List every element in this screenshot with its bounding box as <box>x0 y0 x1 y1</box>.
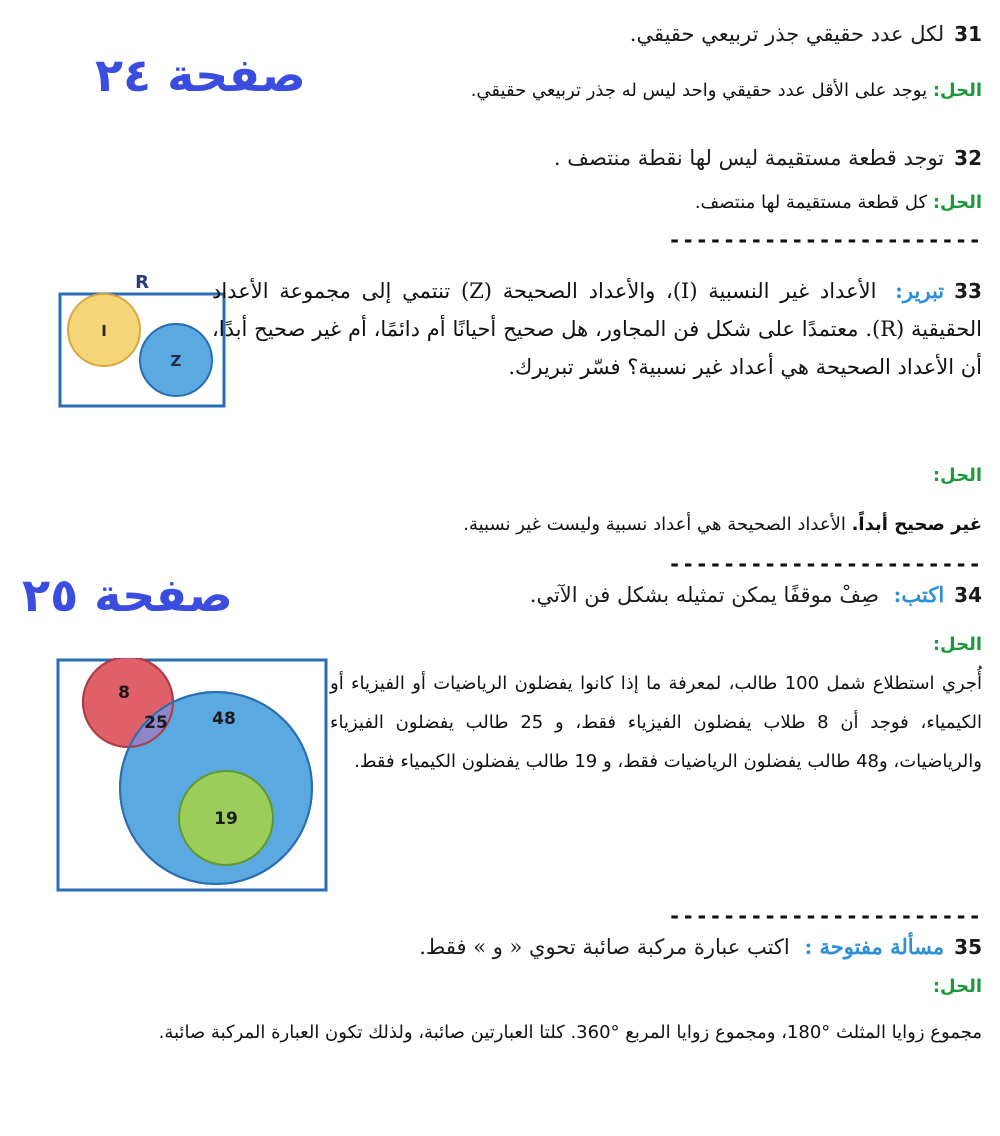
value-green: 19 <box>214 809 238 829</box>
solution-text: كل قطعة مستقيمة لها منتصف. <box>694 192 928 213</box>
question-tag: مسألة مفتوحة : <box>804 934 945 959</box>
solution-label-34 <box>933 634 982 655</box>
solution-label-33 <box>933 465 982 486</box>
solution-31 <box>471 80 982 101</box>
page-heading-25: صفحة ٢٥ <box>22 568 233 622</box>
question-text: صِفْ موقفًا يمكن تمثيله بشكل فن الآتي. <box>529 583 879 607</box>
question-text: لكل عدد حقيقي جذر تربيعي حقيقي. <box>629 22 945 46</box>
separator-1: ----------------------- <box>668 228 982 252</box>
question-tag: اكتب: <box>893 582 945 607</box>
set-label-z: Z <box>170 352 182 370</box>
solution-label: الحل: <box>932 634 982 655</box>
solution-text: يوجد على الأقل عدد حقيقي واحد ليس له جذر تربيعي حقيقي. <box>470 80 928 101</box>
value-red-only: 8 <box>118 683 130 703</box>
solution-34: أُجري استطلاع شمل 100 طالب، لمعرفة ما إذا كانوا يفضلون الرياضيات أو الفيزياء أو الكيمياء، فوجد أن 8 طلاب يفضلون الفيزياء فقط، و 25 طالب يفضلون الفيزياء والرياضيات، و48 طالب يفضلون الرياضيات فقط، و 19 طالب يفضلون الكيمياء فقط. <box>330 673 982 772</box>
set-label-i: I <box>101 322 107 340</box>
question-number: 34 <box>954 583 982 607</box>
solution-label: الحل: <box>932 976 982 997</box>
separator-2: ----------------------- <box>668 552 982 576</box>
solution-label-35 <box>933 976 982 997</box>
question-35 <box>419 934 982 959</box>
question-number: 32 <box>954 146 982 170</box>
universe-label-r: R <box>135 272 149 293</box>
solution-text: الأعداد الصحيحة هي أعداد نسبية وليست غير نسبية. <box>463 514 852 535</box>
question-number: 35 <box>954 935 982 959</box>
question-number: 31 <box>954 22 982 46</box>
question-text: توجد قطعة مستقيمة ليس لها نقطة منتصف . <box>553 146 945 170</box>
solution-bold-text: غير صحيح أبداً. <box>851 514 982 535</box>
solution-33 <box>463 514 982 535</box>
question-text: اكتب عبارة مركبة صائبة تحوي « و » فقط. <box>419 935 790 959</box>
page-heading-24: صفحة ٢٤ <box>95 48 306 102</box>
question-text: الأعداد غير النسبية (I)، والأعداد الصحيحة (Z) تنتمي إلى مجموعة الأعداد الحقيقية (R). معتمدًا على شكل فن المجاور، هل صحيح أحيانًا أم دائمًا، أم غير صحيح أبدًا، أن الأعداد الصحيحة هي أعداد غير نسبية؟ فسّر تبريرك. <box>212 279 983 379</box>
question-32 <box>554 146 982 170</box>
question-number: 33 <box>954 279 982 303</box>
solution-label: الحل: <box>932 192 982 213</box>
value-blue-only: 48 <box>212 709 236 729</box>
solution-label: الحل: <box>932 80 982 101</box>
value-overlap: 25 <box>144 713 168 733</box>
question-31 <box>630 22 982 46</box>
solution-32 <box>695 192 982 213</box>
solution-label: الحل: <box>932 465 982 486</box>
venn-diagram-survey <box>56 658 328 892</box>
separator-3: ----------------------- <box>668 904 982 928</box>
solution-35: مجموع زوايا المثلث °180، ومجموع زوايا المربع °360. كلتا العبارتين صائبة، ولذلك تكون العبارة المركبة صائبة. <box>158 1022 982 1043</box>
question-tag: تبرير: <box>895 278 945 303</box>
question-34 <box>530 582 982 607</box>
question-33 <box>212 272 982 386</box>
venn-diagram-irrational-integers <box>58 272 228 410</box>
